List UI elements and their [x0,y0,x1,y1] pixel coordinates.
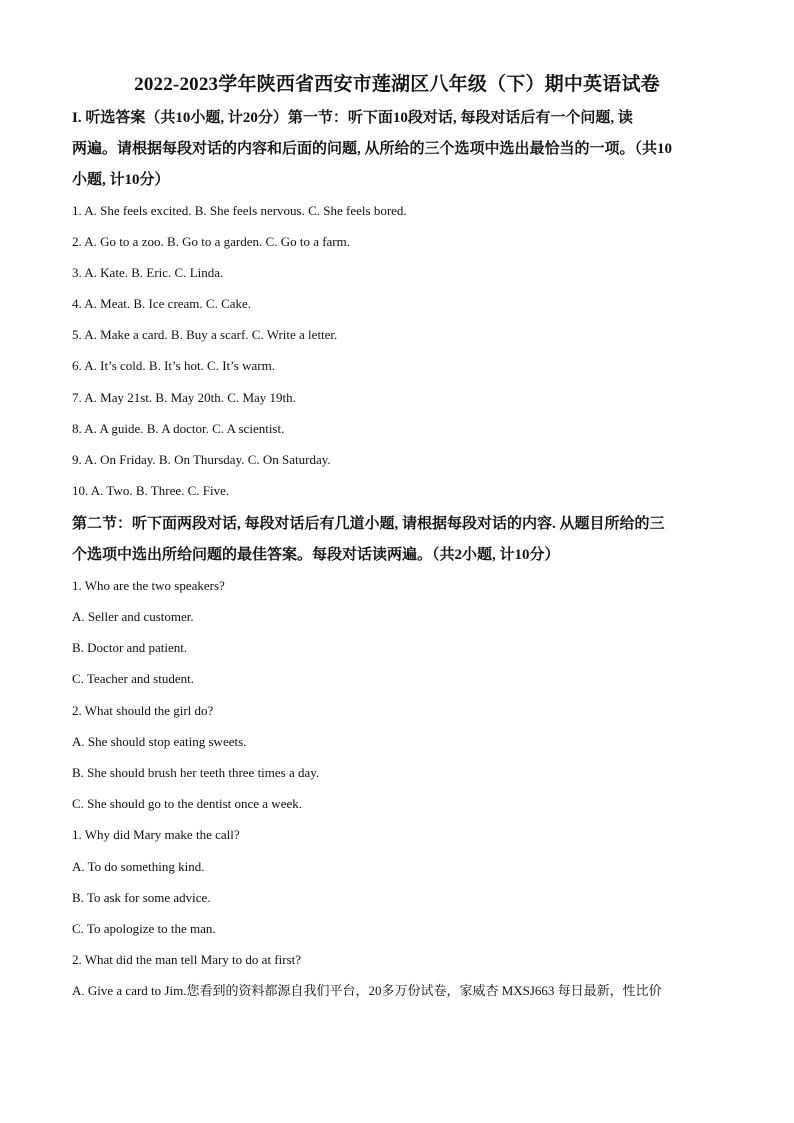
question-1: 1. A. She feels excited. B. She feels nervous. C. She feels bored. [72,203,407,218]
question-2: 2. A. Go to a zoo. B. Go to a garden. C. Go to a farm. [72,234,351,249]
section1-heading-line-1: I. 听选答案（共10小题, 计20分）第一节：听下面10段对话, 每段对话后有一个问题, 读 [72,110,633,126]
dialog2-q1-option-c: C. To apologize to the man. [72,921,216,936]
dialog2-q2-option-a: A. Give a card to Jim.您看到的资料都源自我们平台，20多万份试卷，家威杏 MXSJ663 每日最新，性比价 [72,983,662,998]
question-3: 3. A. Kate. B. Eric. C. Linda. [72,265,224,280]
question-4: 4. A. Meat. B. Ice cream. C. Cake. [72,296,252,311]
exam-title: 2022-2023学年陕西省西安市莲湖区八年级（下）期中英语试卷 [134,74,660,95]
section1-heading-line-3: 小题, 计10分） [72,172,170,188]
dialog1-q2-option-c: C. She should go to the dentist once a week. [72,796,302,811]
question-8: 8. A. A guide. B. A doctor. C. A scientist. [72,421,285,436]
question-7: 7. A. May 21st. B. May 20th. C. May 19th. [72,390,296,405]
section2-heading-line-1: 第二节：听下面两段对话, 每段对话后有几道小题, 请根据每段对话的内容. 从题目所给的三 [72,516,665,532]
question-9: 9. A. On Friday. B. On Thursday. C. On Saturday. [72,452,331,467]
dialog2-q1-option-b: B. To ask for some advice. [72,890,211,905]
question-10: 10. A. Two. B. Three. C. Five. [72,483,230,498]
dialog1-question-1: 1. Who are the two speakers? [72,578,225,593]
section1-heading-line-2: 两遍。请根据每段对话的内容和后面的问题, 从所给的三个选项中选出最恰当的一项。（共10 [72,141,673,157]
dialog2-question-2: 2. What did the man tell Mary to do at first? [72,952,302,967]
dialog2-q1-option-a: A. To do something kind. [72,859,205,874]
question-5: 5. A. Make a card. B. Buy a scarf. C. Write a letter. [72,327,338,342]
dialog2-question-1: 1. Why did Mary make the call? [72,827,240,842]
dialog1-q1-option-a: A. Seller and customer. [72,609,194,624]
dialog1-q1-option-c: C. Teacher and student. [72,671,194,686]
dialog1-q1-option-b: B. Doctor and patient. [72,640,188,655]
section2-heading-line-2: 个选项中选出所给问题的最佳答案。每段对话读两遍。（共2小题, 计10分） [72,547,560,563]
dialog1-q2-option-b: B. She should brush her teeth three times a day. [72,765,320,780]
dialog1-q2-option-a: A. She should stop eating sweets. [72,734,247,749]
question-6: 6. A. It’s cold. B. It’s hot. C. It’s warm. [72,358,275,373]
dialog1-question-2: 2. What should the girl do? [72,703,214,718]
